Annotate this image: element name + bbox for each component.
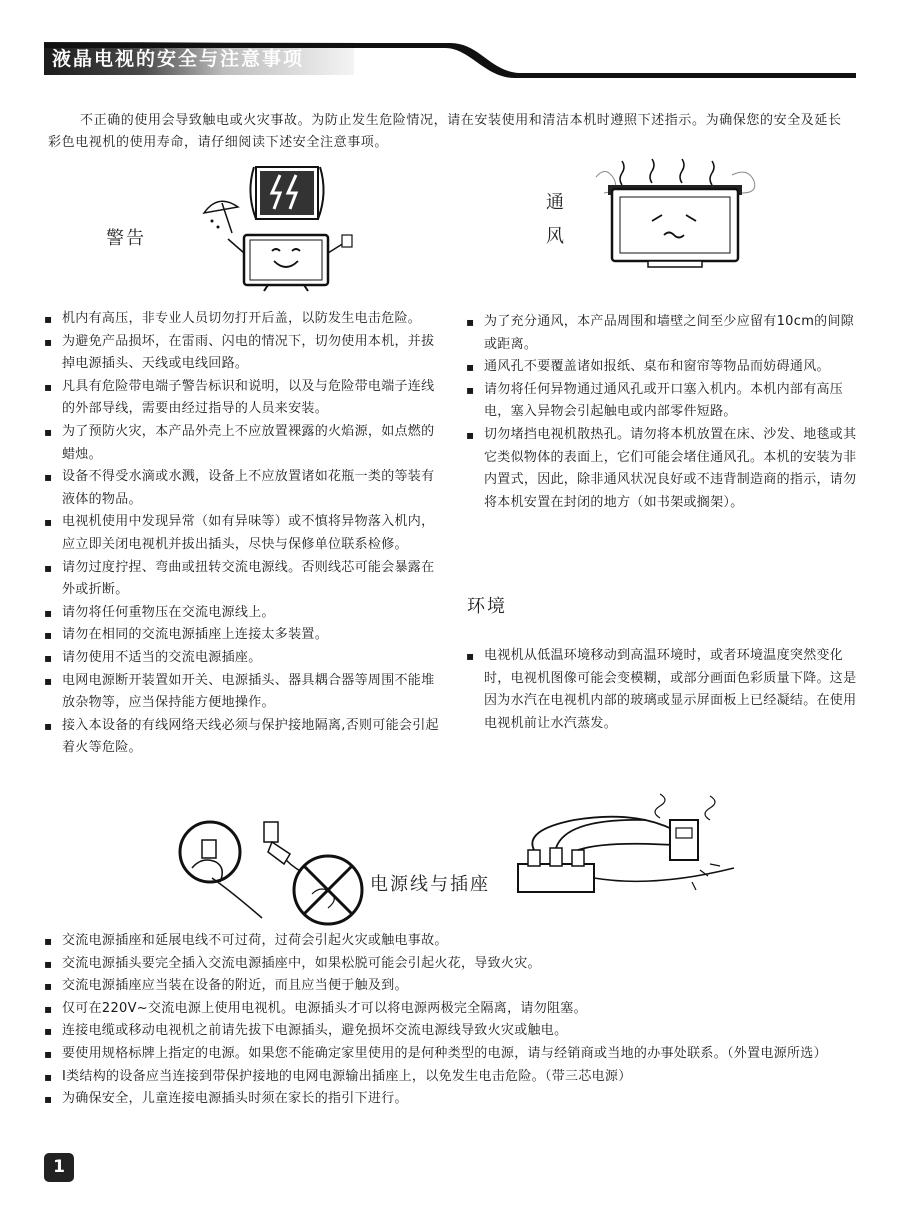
warning-list xyxy=(44,308,444,760)
warning-label: 警告 xyxy=(106,228,146,249)
list-item: ▪ 请勿在相同的交流电源插座上连接太多装置。 xyxy=(44,624,444,647)
overloaded-outlet-illustration xyxy=(510,790,740,910)
list-item: ▪ 电视机从低温环境移动到高温环境时，或者环境温度突然变化时，电视机图像可能会变模糊，或部分画面色彩质量下降。这是因为水汽在电视机内部的玻璃或显示屏面板上已经凝结。在使用电视机前让水汽蒸发。 xyxy=(466,645,868,735)
list-item: ▪ 机内有高压，非专业人员切勿打开后盖，以防发生电击危险。 xyxy=(44,308,444,331)
list-item: ▪ 凡具有危险带电端子警告标识和说明，以及与危险带电端子连线的外部导线，需要由经过指导的人员来安装。 xyxy=(44,376,444,421)
list-item: ▪ 要使用规格标牌上指定的电源。如果您不能确定家里使用的是何种类型的电源，请与经销商或当地的办事处联系。（外置电源所选） xyxy=(44,1043,864,1066)
list-item: ▪ 请勿使用不适当的交流电源插座。 xyxy=(44,647,444,670)
list-item: ▪ 交流电源插座应当装在设备的附近，而且应当便于触及到。 xyxy=(44,975,864,998)
list-item: ▪ 交流电源插头要完全插入交流电源插座中，如果松脱可能会引起火花，导致火灾。 xyxy=(44,953,864,976)
list-item: ▪ 电网电源断开装置如开关、电源插头、器具耦合器等周围不能堆放杂物等，应当保持能方便地操作。 xyxy=(44,670,444,715)
environment-label: 环境 xyxy=(467,596,507,617)
list-item: ▪ 通风孔不要覆盖诸如报纸、桌布和窗帘等物品而妨碍通风。 xyxy=(466,356,861,379)
list-item: ▪ 电视机使用中发现异常（如有异味等）或不慎将异物落入机内，应立即关闭电视机并拔出插头，尽快与保修单位联系检修。 xyxy=(44,511,444,556)
list-item: ▪ 连接电缆或移动电视机之前请先拔下电源插头，避免损坏交流电源线导致火灾或触电。 xyxy=(44,1020,864,1043)
list-item: ▪ 请勿过度拧捏、弯曲或扭转交流电源线。否则线芯可能会暴露在外或折断。 xyxy=(44,557,444,602)
power-label: 电源线与插座 xyxy=(370,874,490,895)
list-item: ▪ 为避免产品损坏，在雷雨、闪电的情况下，切勿使用本机，并拔掉电源插头、天线或电线回路。 xyxy=(44,331,444,376)
list-item: ▪ 仅可在220V~交流电源上使用电视机。电源插头才可以将电源两极完全隔离，请勿阻塞。 xyxy=(44,998,864,1021)
ventilation-label-2: 风 xyxy=(546,226,566,247)
ventilation-list xyxy=(466,311,861,514)
list-item: ▪ 交流电源插座和延展电线不可过荷，过荷会引起火灾或触电事故。 xyxy=(44,930,864,953)
list-item: ▪ 为了预防火灾，本产品外壳上不应放置裸露的火焰源，如点燃的蜡烛。 xyxy=(44,421,444,466)
plug-safety-illustration xyxy=(172,812,382,930)
page-number: 1 xyxy=(44,1153,74,1182)
intro-paragraph: 不正确的使用会导致触电或火灾事故。为防止发生危险情况，请在安装使用和清洁本机时遵照下述指示。为确保您的安全及延长彩色电视机的使用寿命，请仔细阅读下述安全注意事项。 xyxy=(48,113,842,150)
list-item: ▪ 请勿将任何异物通过通风孔或开口塞入机内。本机内部有高压电，塞入异物会引起触电或内部零件短路。 xyxy=(466,379,861,424)
environment-list xyxy=(466,645,868,735)
warning-tv-illustration xyxy=(198,163,358,293)
list-item: ▪ 为了充分通风，本产品周围和墙壁之间至少应留有10cm的间隙或距离。 xyxy=(466,311,861,356)
list-item: ▪ Ⅰ类结构的设备应当连接到带保护接地的电网电源输出插座上，以免发生电击危险。（带三芯电源） xyxy=(44,1066,864,1089)
list-item: ▪ 请勿将任何重物压在交流电源线上。 xyxy=(44,602,444,625)
list-item: ▪ 设备不得受水滴或水溅，设备上不应放置诸如花瓶一类的等装有液体的物品。 xyxy=(44,466,444,511)
list-item: ▪ 切勿堵挡电视机散热孔。请勿将本机放置在床、沙发、地毯或其它类似物体的表面上，它们可能会堵住通风孔。本机的安装为非内置式，因此，除非通风状况良好或不违背制造商的指示，请勿将本机安置在封闭的地方（如书架或搁架）。 xyxy=(466,424,861,514)
ventilation-label-1: 通 xyxy=(546,192,566,213)
list-item: ▪ 为确保安全，儿童连接电源插头时须在家长的指引下进行。 xyxy=(44,1088,864,1111)
ventilation-tv-illustration xyxy=(592,155,762,273)
power-list xyxy=(44,930,864,1111)
page-title: 液晶电视的安全与注意事项 xyxy=(52,48,305,70)
list-item: ▪ 接入本设备的有线网络天线必须与保护接地隔离,否则可能会引起着火等危险。 xyxy=(44,715,444,760)
